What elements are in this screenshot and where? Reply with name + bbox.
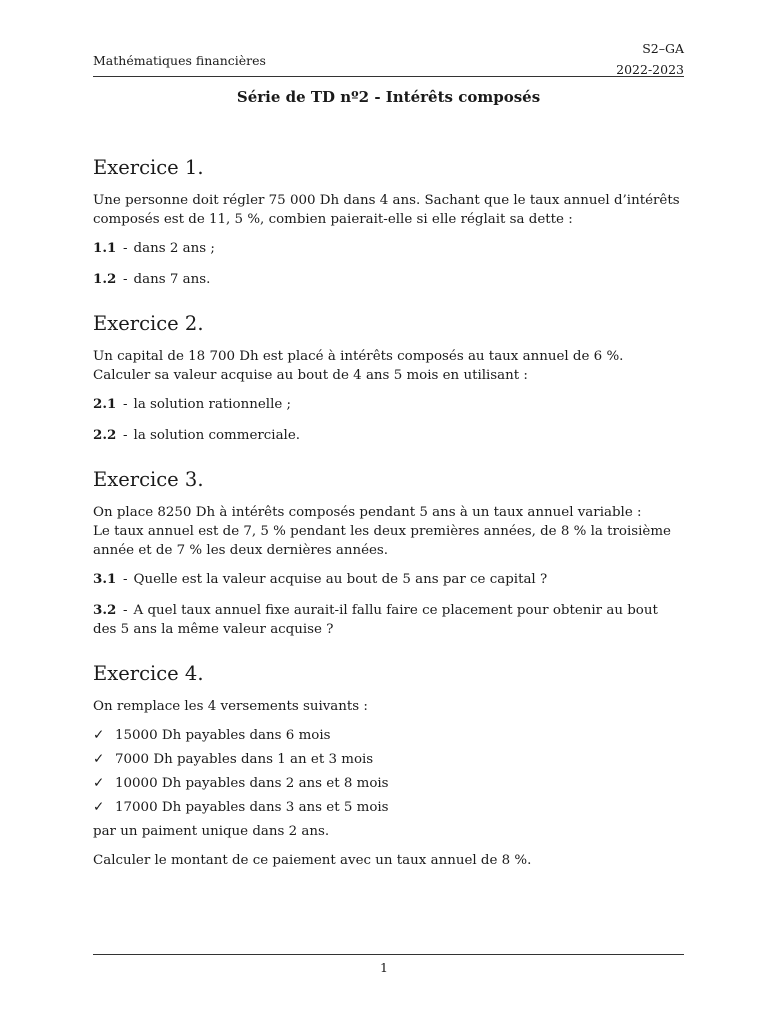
exercise-1 — [93, 155, 684, 289]
exercise-question: Calculer le montant de ce paiement avec un taux annuel de 8 %. — [93, 853, 532, 868]
exercise-text: Une personne doit régler 75 000 Dh dans 4 ans. Sachant que le taux annuel d’intérêts composés est de 11, 5 %, combien paierait-elle si elle réglait sa dette : — [93, 193, 680, 227]
question-item — [93, 601, 684, 639]
academic-year: 2022-2023 — [616, 62, 684, 77]
payment-text: 15000 Dh payables dans 6 mois — [115, 728, 331, 743]
question-item — [93, 426, 684, 445]
exercise-text: par un paiment unique dans 2 ans. — [93, 824, 330, 839]
question-text: la solution rationnelle ; — [133, 397, 292, 412]
class-code: S2–GA — [642, 41, 684, 56]
payment-text: 7000 Dh payables dans 1 an et 3 mois — [115, 752, 374, 767]
exercise-4 — [93, 661, 684, 870]
exercise-title: Exercice 1. — [93, 156, 204, 179]
dash-mark: - — [123, 272, 128, 287]
question-item — [93, 239, 684, 258]
payment-text: 10000 Dh payables dans 2 ans et 8 mois — [115, 776, 389, 791]
question-text: dans 7 ans. — [133, 272, 211, 287]
dash-mark: - — [123, 572, 128, 587]
dash-mark: - — [123, 428, 128, 443]
header-rule — [93, 76, 684, 77]
page-number: 1 — [380, 960, 388, 975]
dash-mark: - — [123, 397, 128, 412]
exercise-text: Un capital de 18 700 Dh est placé à intérêts composés au taux annuel de 6 %. Calculer sa valeur acquise au bout de 4 ans 5 mois en utilisant : — [93, 349, 624, 383]
payment-text: 17000 Dh payables dans 3 ans et 5 mois — [115, 800, 389, 815]
exercise-title: Exercice 2. — [93, 312, 204, 335]
question-number: 2.1 — [93, 396, 117, 412]
payment-item — [93, 798, 684, 817]
question-item — [93, 570, 684, 589]
check-icon: ✓ — [93, 800, 105, 815]
exercise-title: Exercice 4. — [93, 662, 204, 685]
exercise-title: Exercice 3. — [93, 468, 204, 491]
dash-mark: - — [123, 241, 128, 256]
footer-rule — [93, 954, 684, 955]
document-title: Série de TD nº2 - Intérêts composés — [236, 88, 541, 106]
payment-item — [93, 774, 684, 793]
payment-item — [93, 750, 684, 769]
course-name: Mathématiques financières — [93, 53, 266, 68]
exercise-text: Le taux annuel est de 7, 5 % pendant les deux premières années, de 8 % la troisième année et de 7 % les deux dernières années. — [93, 524, 671, 558]
exercise-2 — [93, 311, 684, 445]
dash-mark: - — [123, 603, 128, 618]
question-number: 1.1 — [93, 240, 117, 256]
payment-item — [93, 726, 684, 745]
question-item — [93, 270, 684, 289]
header-right — [616, 38, 684, 80]
check-icon: ✓ — [93, 752, 105, 767]
check-icon: ✓ — [93, 776, 105, 791]
question-text: dans 2 ans ; — [133, 241, 215, 256]
check-icon: ✓ — [93, 728, 105, 743]
exercises — [93, 155, 684, 892]
question-text: la solution commerciale. — [133, 428, 301, 443]
question-number: 3.1 — [93, 571, 117, 587]
question-text: Quelle est la valeur acquise au bout de 5 ans par ce capital ? — [133, 572, 548, 587]
exercise-3 — [93, 467, 684, 639]
question-text: A quel taux annuel fixe aurait-il fallu faire ce placement pour obtenir au bout des 5 ans la même valeur acquise ? — [93, 603, 658, 637]
exercise-text: On place 8250 Dh à intérêts composés pendant 5 ans à un taux annuel variable : — [93, 505, 642, 520]
question-number: 1.2 — [93, 271, 117, 287]
question-number: 3.2 — [93, 602, 117, 618]
exercise-text: On remplace les 4 versements suivants : — [93, 699, 368, 714]
question-number: 2.2 — [93, 427, 117, 443]
question-item — [93, 395, 684, 414]
